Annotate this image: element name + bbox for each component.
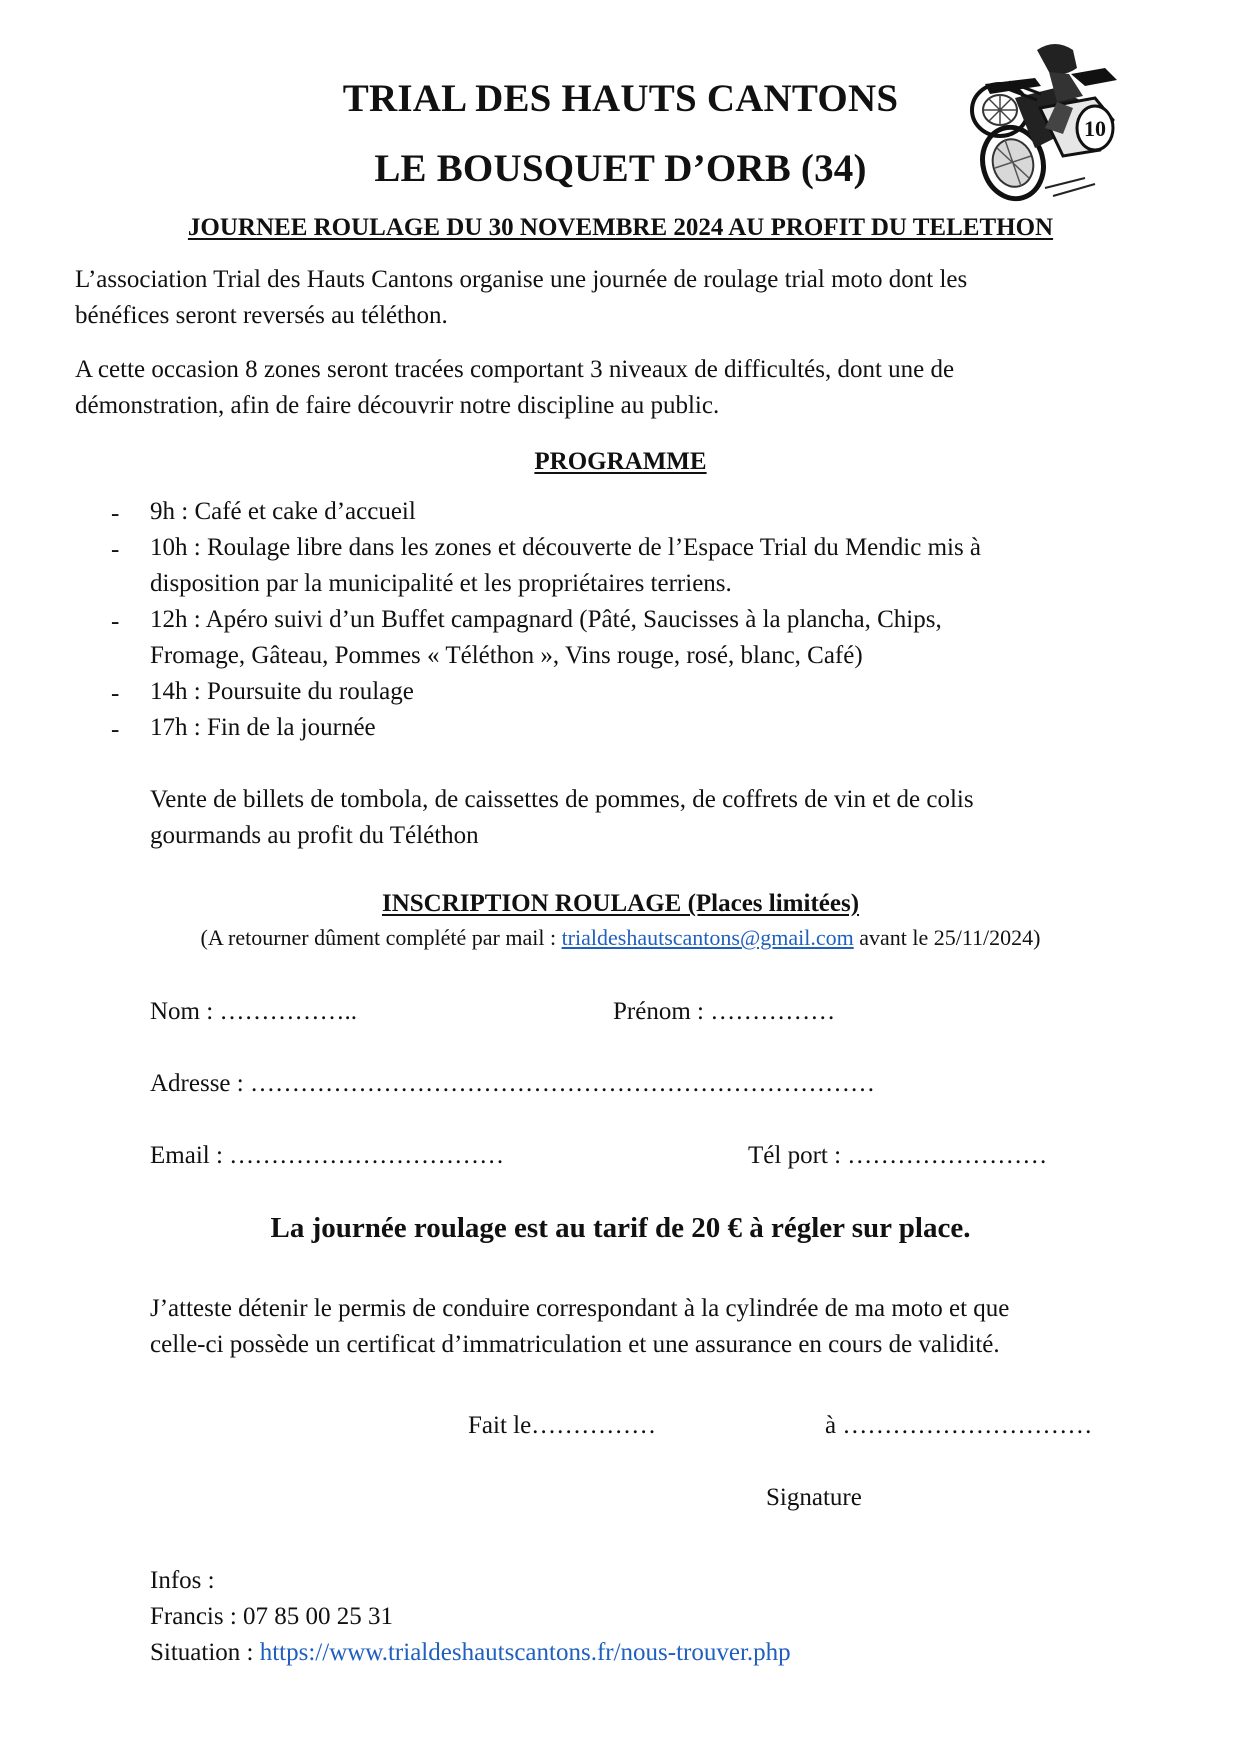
prenom-field[interactable]: Prénom : …………… bbox=[613, 998, 836, 1025]
programme-item-text: 10h : Roulage libre dans les zones et découverte de l’Espace Trial du Mendic mis à bbox=[150, 534, 982, 561]
bullet-dash: - bbox=[111, 536, 120, 563]
programme-item-text-cont: Fromage, Gâteau, Pommes « Téléthon », Vins rouge, rosé, blanc, Café) bbox=[150, 642, 863, 669]
bullet-dash: - bbox=[111, 680, 120, 707]
bullet-dash: - bbox=[111, 608, 120, 635]
programme-item-text-cont: disposition par la municipalité et les propriétaires terriens. bbox=[150, 570, 732, 597]
intro-p1-line1: L’association Trial des Hauts Cantons organise une journée de roulage trial moto dont les bbox=[75, 266, 968, 293]
event-subtitle: JOURNEE ROULAGE DU 30 NOVEMBRE 2024 AU PROFIT DU TELETHON bbox=[187, 214, 1054, 241]
bullet-dash: - bbox=[111, 716, 120, 743]
attest-line1: J’atteste détenir le permis de conduire correspondant à la cylindrée de ma moto et que bbox=[150, 1295, 1010, 1322]
email-field[interactable]: Email : …………………………… bbox=[150, 1142, 505, 1169]
adresse-field[interactable]: Adresse : ………………………………………………………………… bbox=[150, 1070, 875, 1097]
note-suffix: avant le 25/11/2024) bbox=[853, 925, 1041, 950]
programme-item-text: 14h : Poursuite du roulage bbox=[150, 678, 414, 705]
place-field[interactable]: à ………………………… bbox=[825, 1412, 1093, 1439]
signature-label: Signature bbox=[766, 1484, 862, 1511]
programme-item-text: 9h : Café et cake d’accueil bbox=[150, 498, 416, 525]
programme-item-text: 12h : Apéro suivi d’un Buffet campagnard (Pâté, Saucisses à la plancha, Chips, bbox=[150, 606, 942, 633]
title-line1: TRIAL DES HAUTS CANTONS bbox=[342, 77, 899, 120]
attest-line2: celle-ci possède un certificat d’immatriculation et une assurance en cours de validité. bbox=[150, 1331, 1000, 1358]
inscription-note bbox=[0, 925, 1241, 951]
situation-prefix: Situation : bbox=[150, 1639, 260, 1666]
infos-label: Infos : bbox=[150, 1567, 215, 1594]
sale-line1: Vente de billets de tombola, de caissettes de pommes, de coffrets de vin et de colis bbox=[150, 786, 974, 813]
intro-p2-line1: A cette occasion 8 zones seront tracées comportant 3 niveaux de difficultés, dont une de bbox=[75, 356, 955, 383]
francis-phone: Francis : 07 85 00 25 31 bbox=[150, 1603, 394, 1630]
logo-number: 10 bbox=[1084, 116, 1106, 141]
inscription-heading: INSCRIPTION ROULAGE (Places limitées) bbox=[381, 890, 860, 917]
nom-field[interactable]: Nom : …………….. bbox=[150, 998, 357, 1025]
note-prefix: (A retourner dûment complété par mail : bbox=[200, 925, 562, 950]
bullet-dash: - bbox=[111, 500, 120, 527]
contact-email-link[interactable]: trialdeshautscantons@gmail.com bbox=[561, 925, 854, 950]
fait-le-field[interactable]: Fait le…………… bbox=[468, 1412, 657, 1439]
programme-item-text: 17h : Fin de la journée bbox=[150, 714, 376, 741]
programme-heading: PROGRAMME bbox=[534, 448, 707, 475]
situation-url-link[interactable]: https://www.trialdeshautscantons.fr/nous-trouver.php bbox=[259, 1639, 791, 1666]
sale-line2: gourmands au profit du Téléthon bbox=[150, 822, 479, 849]
situation-line bbox=[150, 1635, 791, 1671]
title-line2: LE BOUSQUET D’ORB (34) bbox=[374, 147, 867, 190]
intro-p2-line2: démonstration, afin de faire découvrir notre discipline au public. bbox=[75, 392, 720, 419]
price-statement: La journée roulage est au tarif de 20 € à régler sur place. bbox=[270, 1212, 971, 1244]
intro-p1-line2: bénéfices seront reversés au téléthon. bbox=[75, 302, 448, 329]
tel-field[interactable]: Tél port : …………………… bbox=[748, 1142, 1048, 1169]
